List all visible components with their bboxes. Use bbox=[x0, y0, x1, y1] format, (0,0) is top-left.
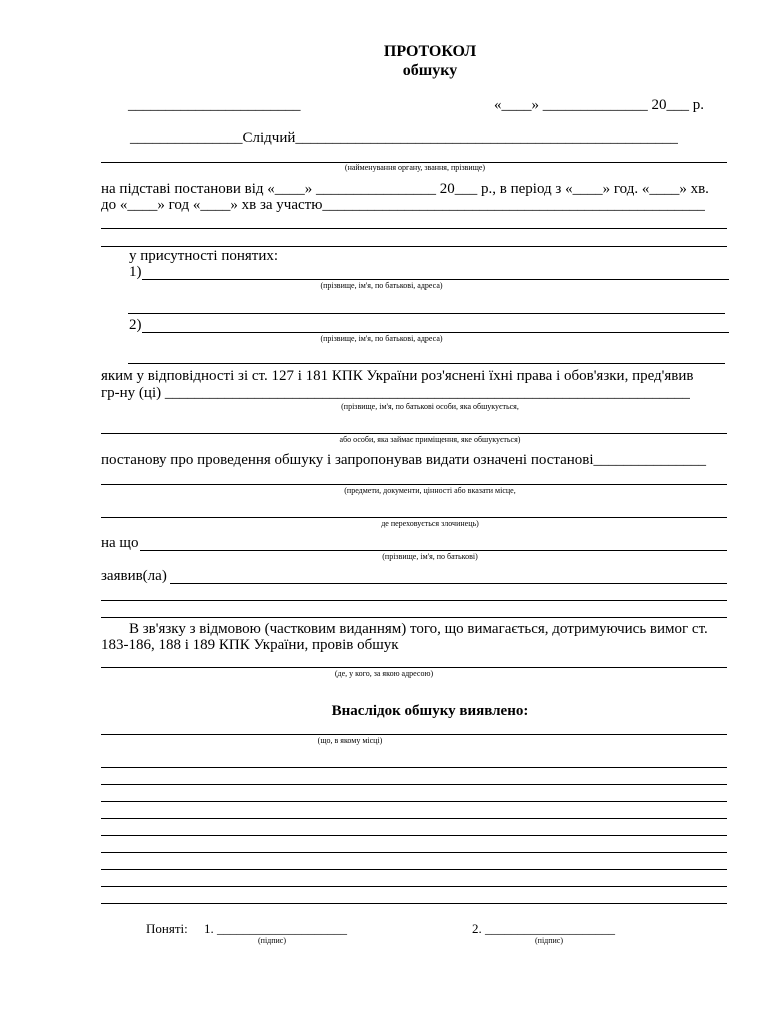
basis-rule-2[interactable] bbox=[101, 246, 727, 247]
basis-line-2[interactable]: до «____» год «____» хв за участю___________________________________________________ bbox=[101, 197, 705, 213]
witness-2-signature-caption: (підпис) bbox=[535, 936, 564, 945]
witness-1-number: 1) bbox=[129, 264, 142, 280]
refusal-caption: (де, у кого, за якою адресою) bbox=[334, 669, 434, 678]
result-rule[interactable] bbox=[101, 818, 727, 819]
decree-caption-2: де переховується злочинець) bbox=[381, 519, 479, 528]
witness-2-number: 2) bbox=[129, 317, 142, 333]
document-title: ПРОТОКОЛ bbox=[383, 43, 477, 60]
to-which-field[interactable] bbox=[140, 550, 727, 551]
basis-rule-1[interactable] bbox=[101, 228, 727, 229]
rights-caption-2: або особи, яка займає приміщення, яке обшукується) bbox=[339, 435, 521, 444]
result-rule[interactable] bbox=[101, 869, 727, 870]
rights-caption-1: (прізвище, ім'я, по батькові особи, яка обшукується, bbox=[341, 402, 519, 411]
investigator-line[interactable]: _______________Слідчий___________________________________________________ bbox=[130, 130, 678, 146]
witness-2-signature[interactable]: 2. ____________________ bbox=[472, 921, 615, 936]
stated-label: заявив(ла) bbox=[101, 568, 167, 584]
witness-2-rule[interactable] bbox=[128, 363, 725, 364]
date-blank[interactable]: «____» ______________ 20___ р. bbox=[494, 97, 704, 113]
result-rule[interactable] bbox=[101, 903, 727, 904]
stated-field[interactable] bbox=[170, 583, 727, 584]
refusal-rule[interactable] bbox=[101, 667, 727, 668]
decree-line[interactable]: постанову про проведення обшуку і запропонував видати означені постанові_______________ bbox=[101, 452, 707, 468]
result-caption: (що, в якому місці) bbox=[317, 736, 383, 745]
to-which-caption: (прізвище, ім'я, по батькові) bbox=[382, 552, 478, 561]
rights-rule[interactable] bbox=[101, 433, 727, 434]
witness-1-rule[interactable] bbox=[128, 313, 725, 314]
document-subtitle: обшуку bbox=[402, 62, 458, 79]
to-which-label: на що bbox=[101, 535, 139, 551]
witness-1-signature[interactable]: 1. ____________________ bbox=[204, 921, 347, 936]
result-heading: Внаслідок обшуку виявлено: bbox=[331, 703, 529, 719]
stated-rule-1[interactable] bbox=[101, 600, 727, 601]
result-rule[interactable] bbox=[101, 886, 727, 887]
witness-1-caption: (прізвище, ім'я, по батькові, адреса) bbox=[320, 281, 443, 290]
decree-caption-1: (предмети, документи, цінності або вказати місце, bbox=[344, 486, 516, 495]
result-rule[interactable] bbox=[101, 767, 727, 768]
witnesses-signature-label: Поняті: bbox=[146, 921, 188, 936]
refusal-line-1: В зв'язку з відмовою (частковим виданням) того, що вимагається, дотримуючись вимог ст. bbox=[129, 621, 708, 637]
result-rule[interactable] bbox=[101, 801, 727, 802]
result-rule-0[interactable] bbox=[101, 734, 727, 735]
rights-line-1: яким у відповідності зі ст. 127 і 181 КПК України роз'яснені їхні права і обов'язки, пред'явив bbox=[101, 368, 694, 384]
witnesses-intro: у присутності понятих: bbox=[129, 248, 279, 264]
witness-1-field[interactable] bbox=[142, 279, 729, 280]
basis-line-1: на підставі постанови від «____» ________________ 20___ р., в період з «____» год. «____» хв. bbox=[101, 181, 709, 197]
rights-line-2[interactable]: гр-ну (ці) ______________________________________________________________________ bbox=[101, 385, 690, 401]
investigator-caption: (найменування органу, звання, прізвище) bbox=[344, 163, 486, 172]
witness-2-field[interactable] bbox=[142, 332, 729, 333]
witness-2-caption: (прізвище, ім'я, по батькові, адреса) bbox=[320, 334, 443, 343]
result-rule[interactable] bbox=[101, 835, 727, 836]
refusal-line-2: 183-186, 188 і 189 КПК України, провів обшук bbox=[101, 637, 399, 653]
witness-1-signature-caption: (підпис) bbox=[258, 936, 287, 945]
result-rule[interactable] bbox=[101, 784, 727, 785]
decree-rule-1[interactable] bbox=[101, 484, 727, 485]
decree-rule-2[interactable] bbox=[101, 517, 727, 518]
stated-rule-2[interactable] bbox=[101, 617, 727, 618]
result-rule[interactable] bbox=[101, 852, 727, 853]
place-blank[interactable]: _______________________ bbox=[128, 97, 301, 113]
